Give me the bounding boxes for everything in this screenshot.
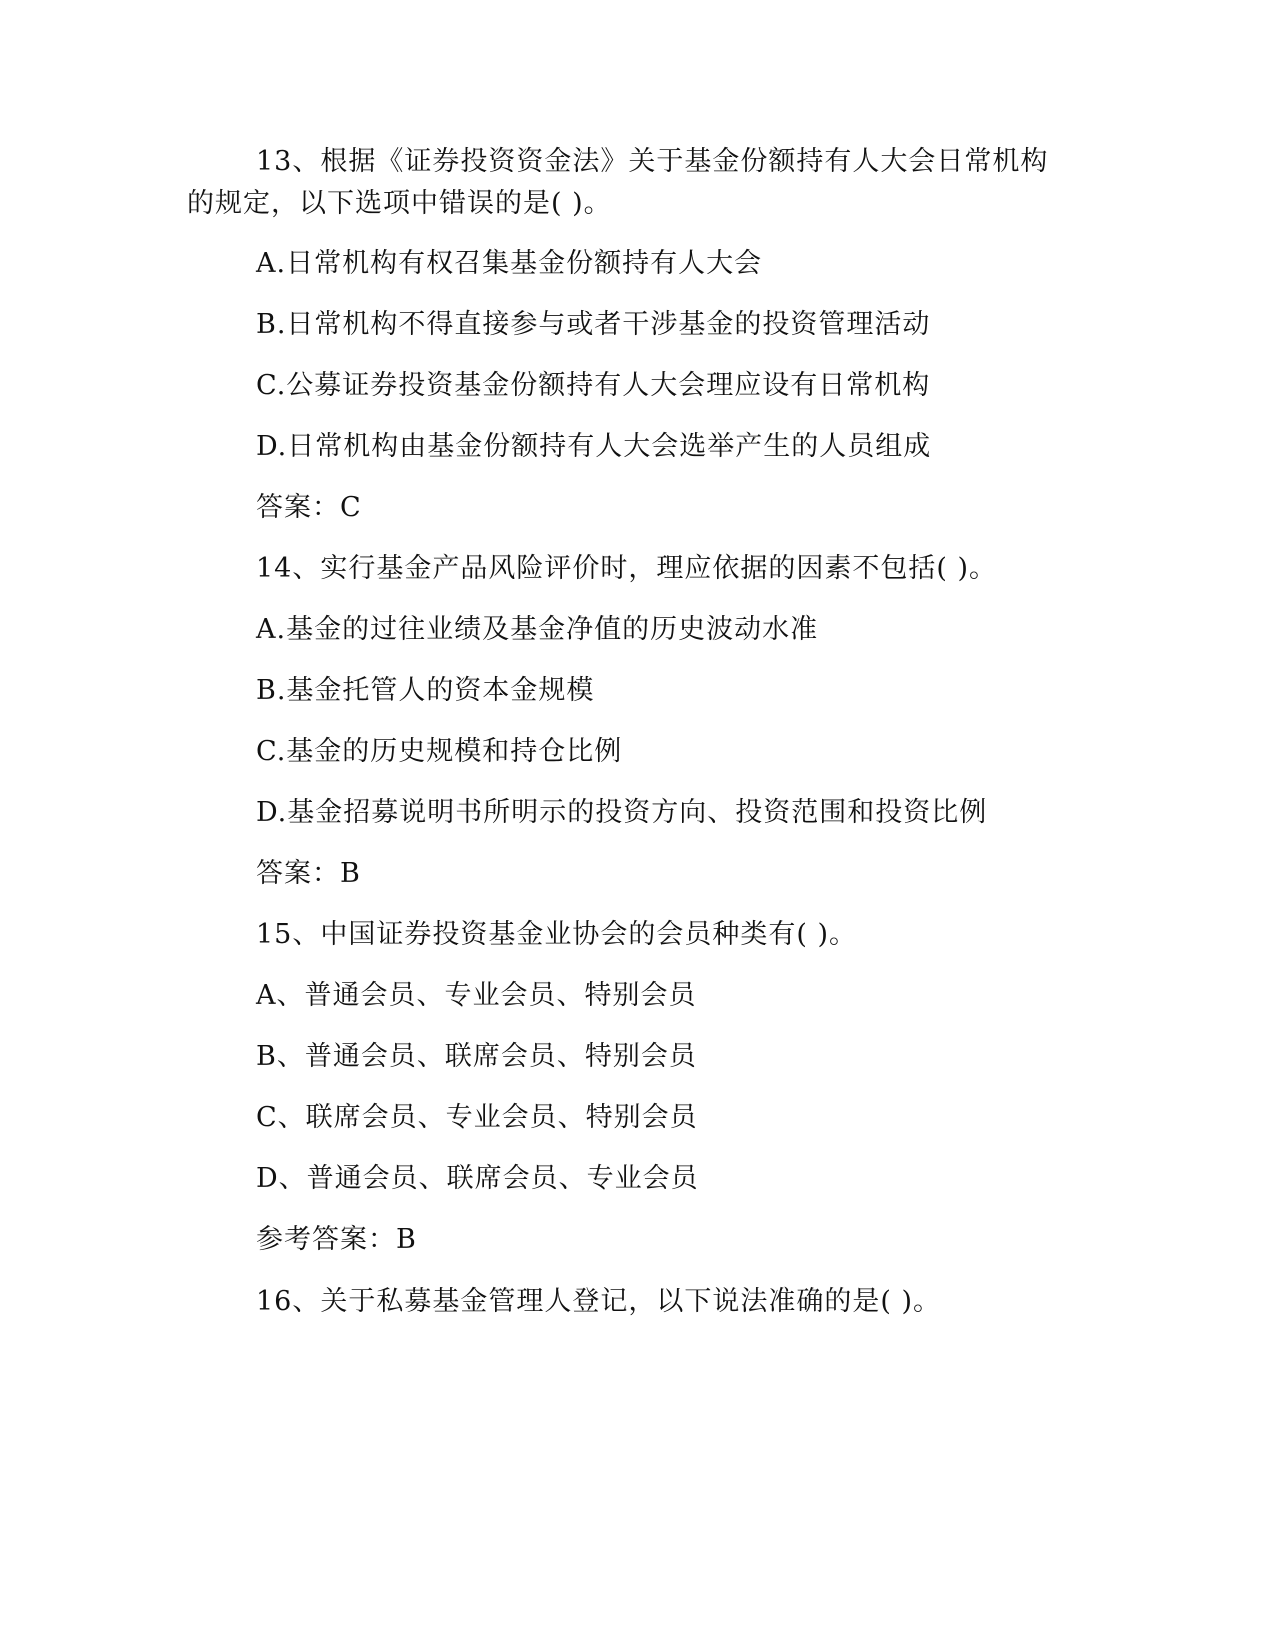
question-15-stem: 15、中国证券投资基金业协会的会员种类有( )。: [256, 919, 858, 950]
question-13-stem-line1: 13、根据《证券投资资金法》关于基金份额持有人大会日常机构: [256, 146, 1049, 177]
question-15-option-a: A、普通会员、专业会员、特别会员: [256, 980, 697, 1011]
question-14-stem: 14、实行基金产品风险评价时，理应依据的因素不包括( )。: [256, 553, 998, 584]
question-14-option-a: A.基金的过往业绩及基金净值的历史波动水准: [256, 614, 819, 645]
question-14-option-c: C.基金的历史规模和持仓比例: [256, 736, 623, 767]
question-16-stem: 16、关于私募基金管理人登记，以下说法准确的是( )。: [256, 1286, 942, 1317]
question-14-answer: 答案：B: [256, 858, 361, 889]
question-13-answer: 答案：C: [256, 492, 362, 523]
question-13-option-d: D.日常机构由基金份额持有人大会选举产生的人员组成: [256, 431, 932, 462]
question-13-option-a: A.日常机构有权召集基金份额持有人大会: [256, 248, 763, 279]
question-15-option-c: C、联席会员、专业会员、特别会员: [256, 1102, 698, 1133]
question-15-answer: 参考答案：B: [256, 1224, 417, 1255]
question-14-option-d: D.基金招募说明书所明示的投资方向、投资范围和投资比例: [256, 797, 988, 828]
question-13-option-c: C.公募证券投资基金份额持有人大会理应设有日常机构: [256, 370, 931, 401]
question-13-stem-line2: 的规定，以下选项中错误的是( )。: [187, 188, 612, 219]
question-13-option-b: B.日常机构不得直接参与或者干涉基金的投资管理活动: [256, 309, 931, 340]
question-15-option-b: B、普通会员、联席会员、特别会员: [256, 1041, 697, 1072]
question-15-option-d: D、普通会员、联席会员、专业会员: [256, 1163, 699, 1194]
question-14-option-b: B.基金托管人的资本金规模: [256, 675, 595, 706]
